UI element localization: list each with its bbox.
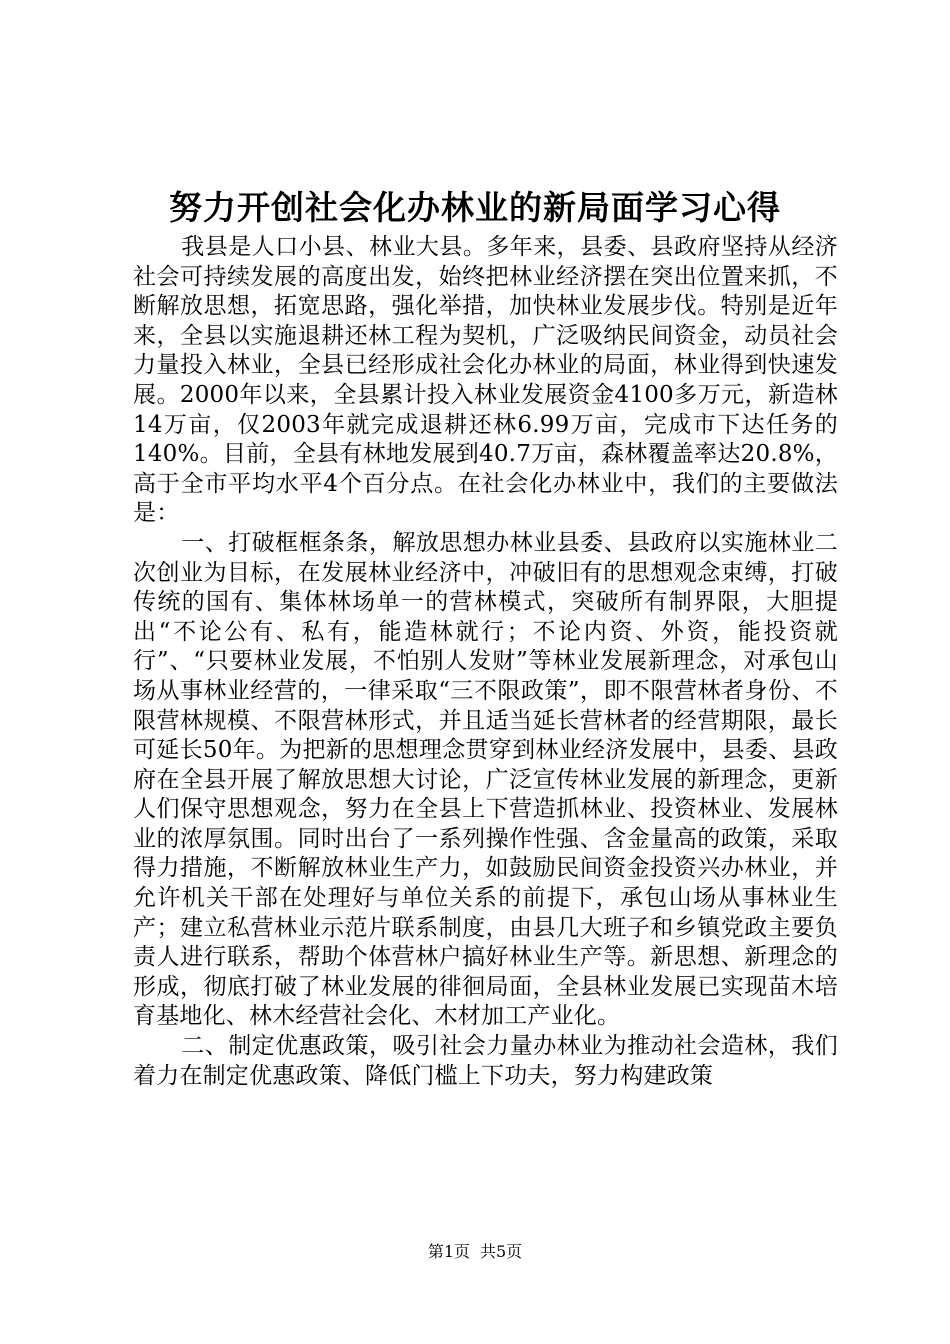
- page-total: 共5页: [480, 1242, 523, 1261]
- paragraph-section-two-text: 二、制定优惠政策，吸引社会力量办林业为推动社会造林，我们着力在制定优惠政策、降低门槛上下功夫，努力构建政策: [133, 1033, 838, 1089]
- page-footer: [0, 1241, 950, 1263]
- paragraph-section-one-text: 一、打破框框条条，解放思想办林业县委、县政府以实施林业二次创业为目标，在发展林业经济中，冲破旧有的思想观念束缚，打破传统的国有、集体林场单一的营林模式，突破所有制界限，大胆提出“不论公有、私有，能造林就行；不论内资、外资，能投资就行”、“只要林业发展，不怕别人发财”等林业发展新理念，对承包山场从事林业经营的，一律采取“三不限政策”，即不限营林者身份、不限营林规模、不限营林形式，并且适当延长营林者的经营期限，最长可延长50年。为把新的思想理念贯穿到林业经济发展中，县委、县政府在全县开展了解放思想大讨论，广泛宣传林业发展的新理念，更新人们保守思想观念，努力在全县上下营造抓林业、投资林业、发展林业的浓厚氛围。同时出台了一系列操作性强、含金量高的政策，采取得力措施，不断解放林业生产力，如鼓励民间资金投资兴办林业，并允许机关干部在处理好与单位关系的前提下，承包山场从事林业生产；建立私营林业示范片联系制度，由县几大班子和乡镇党政主要负责人进行联系，帮助个体营林户搞好林业生产等。新思想、新理念的形成，彻底打破了林业发展的徘徊局面，全县林业发展已实现苗木培育基地化、林木经营社会化、木材加工产业化。: [133, 529, 838, 1030]
- page-number: 第1页: [427, 1242, 470, 1261]
- paragraph-section-one: [133, 529, 838, 1032]
- paragraph-intro: [133, 233, 838, 529]
- document-title: 努力开创社会化办林业的新局面学习心得: [169, 188, 781, 227]
- paragraph-section-two: [133, 1032, 838, 1091]
- paragraph-intro-text: 我县是人口小县、林业大县。多年来，县委、县政府坚持从经济社会可持续发展的高度出发，始终把林业经济摆在突出位置来抓，不断解放思想，拓宽思路，强化举措，加快林业发展步伐。特别是近年来，全县以实施退耕还林工程为契机，广泛吸纳民间资金，动员社会力量投入林业，全县已经形成社会化办林业的局面，林业得到快速发展。2000年以来，全县累计投入林业发展资金4100多万元，新造林14万亩，仅2003年就完成退耕还林6.99万亩，完成市下达任务的140%。目前，全县有林地发展到40.7万亩，森林覆盖率达20.8%，高于全市平均水平4个百分点。在社会化办林业中，我们的主要做法是：: [133, 234, 838, 527]
- document-body: [133, 233, 838, 1091]
